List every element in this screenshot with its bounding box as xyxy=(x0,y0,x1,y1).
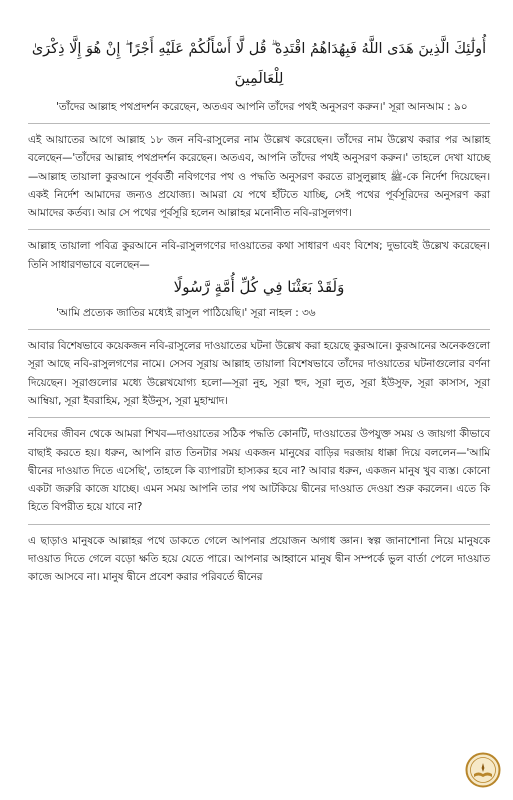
publisher-book-seal-icon xyxy=(465,752,501,788)
verse-arabic-anam: أُولَٰئِكَ الَّذِينَ هَدَى اللَّهُ فَبِهُدَاهُمُ اقْتَدِهْ ۗ قُل لَّا أَسْأَلُكُمْ عَلَيْهِ أَجْرًا ۖ إِنْ هُوَ إِلَّا ذِكْرَىٰ لِلْعَالَمِينَ xyxy=(31,41,487,87)
verse-translation-nahl: 'আমি প্রত্যেক জাতির মধ্যেই রাসুল পাঠিয়েছি।' সূরা নাহল : ৩৬ xyxy=(56,307,316,320)
paragraph-4: নবিদের জীবন থেকে আমরা শিখব—দাওয়াতের সঠিক পদ্ধতি কোনটি, দাওয়াতের উপযুক্ত সময় ও জায়গা কীভাবে বাছাই করতে হয়। ধরুন, আপনি রাত তিনটার সময় একজন মানুষের বাড়ির দরজায় ধাক্কা দিয়ে বললেন—'আমি দ্বীনের দাওয়াত দিতে এসেছি', তাহলে কি ব্যাপারটা হাস্যকর হবে না? আবার ধরুন, একজন মানুষ খুব ব্যস্ত। কোনো একটা জরুরি কাজে যাচ্ছে। এমন সময় আপনি তার পথ আটকিয়ে দ্বীনের দাওয়াত দেওয়া শুরু করলেন। এতে কি হিতে বিপরীত হয়ে যাবে না? xyxy=(28,428,490,514)
divider xyxy=(28,524,490,525)
paragraph-2: আল্লাহ তায়ালা পবিত্র কুরআনে নবি-রাসুলগণের দাওয়াতের কথা সাধারণ এবং বিশেষ; দুভাবেই উল্লেখ করেছেন। তিনি সাধারণভাবে বলেছেন— xyxy=(28,240,490,271)
divider xyxy=(28,417,490,418)
page-content xyxy=(28,34,490,587)
divider xyxy=(28,229,490,230)
divider xyxy=(28,329,490,330)
paragraph-5: এ ছাড়াও মানুষকে আল্লাহর পথে ডাকতে গেলে আপনার প্রয়োজন অগাধ জ্ঞান। স্বল্প জানাশোনা নিয়ে মানুষকে দাওয়াত দিতে গেলে বড়ো ক্ষতি হয়ে যেতে পারে। আপনার আহ্বানে মানুষ দ্বীন সম্পর্কে ভুল বার্তা পেলে দাওয়াত কাজে আসবে না। মানুষ দ্বীনে প্রবেশ করার পরিবর্তে দ্বীনের xyxy=(28,534,490,584)
divider xyxy=(28,123,490,124)
paragraph-1: এই আয়াতের আগে আল্লাহ ১৮ জন নবি-রাসুলের নাম উল্লেখ করেছেন। তাঁদের নাম উল্লেখ করার পর আল্লাহ বলেছেন—'তাঁদের আল্লাহ পথপ্রদর্শন করেছেন। অতএব, আপনি তাঁদের পথই অনুসরণ করুন।' তাহলে দেখা যাচ্ছে—আল্লাহ তায়ালা কুরআনে পূর্ববর্তী নবিগণের পথ ও পদ্ধতি অনুসরণ করতে রাসুলুল্লাহ ﷺ-কে নির্দেশ দিয়েছেন। একই নির্দেশ আমাদের জন্যও প্রযোজ্য। আমরা যে পথে হাঁটতে যাচ্ছি, সেই পথের পূর্বসূরিদের অনুসরণ করা আমাদের কর্তব্য। আর সে পথের পূর্বসূরি হলেন আল্লাহর মনোনীত নবি-রাসুলগণ। xyxy=(28,134,491,220)
verse-translation-anam: 'তাঁদের আল্লাহ পথপ্রদর্শন করেছেন, অতএব আপনি তাঁদের পথই অনুসরণ করুন।' সূরা আনআম : ৯০ xyxy=(56,101,468,113)
verse-arabic-nahl: وَلَقَدْ بَعَثْنَا فِي كُلِّ أُمَّةٍ رَّسُولًا xyxy=(173,278,345,297)
paragraph-3: আবার বিশেষভাবে কয়েকজন নবি-রাসুলের দাওয়াতের ঘটনা উল্লেখ করা হয়েছে কুরআনে। কুরআনের অনেকগুলো সূরা আছে নবি-রাসুলগণের নামে। সেসব সূরায় আল্লাহ তায়ালা বিশেষভাবে তাঁদের দাওয়াতের ঘটনাগুলোর বর্ণনা দিয়েছেন। সূরাগুলোর মধ্যে উল্লেখযোগ্য হলো—সূরা নুহ, সূরা হুদ, সূরা লুত, সূরা ইউসুফ, সূরা কাসাস, সূরা আম্বিয়া, সূরা ইবরাহিম, সূরা ইউনুস, সূরা মুহাম্মাদ। xyxy=(28,340,490,407)
